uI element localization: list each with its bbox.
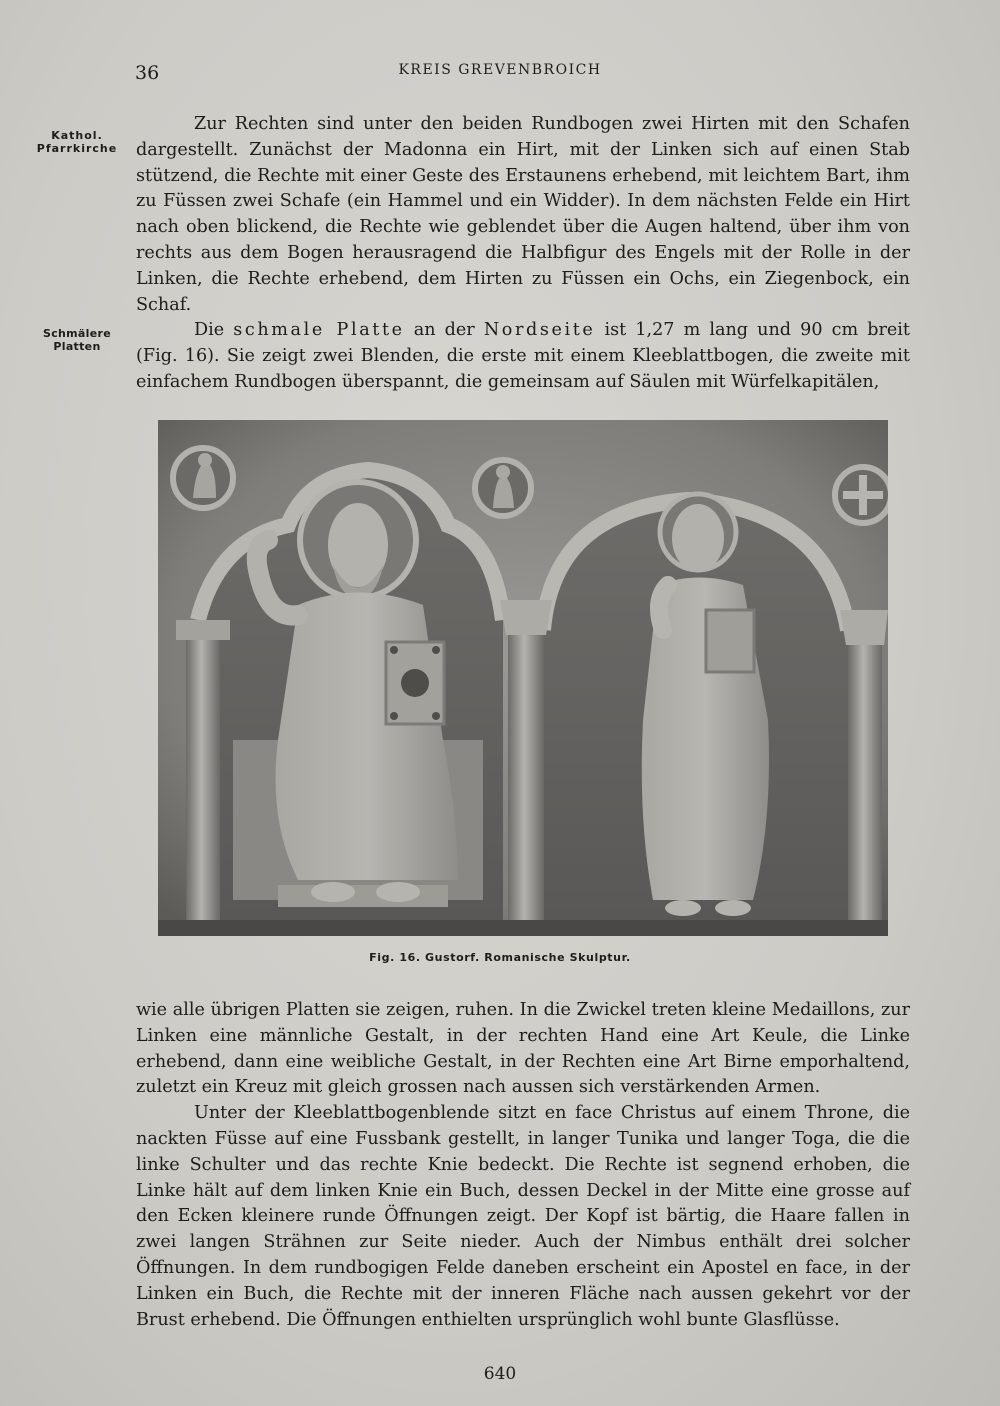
book-corner-opening-4 [432, 712, 440, 720]
christ-foot-right [376, 882, 420, 902]
emphasis-nordseite: Nordseite [483, 320, 596, 341]
relief-base [158, 920, 888, 936]
book-corner-opening-1 [390, 646, 398, 654]
running-head: KREIS GREVENBROICH [398, 62, 602, 78]
margin-note-plates [22, 327, 132, 353]
column-right [848, 640, 882, 925]
margin-note-plates-line-2: Platten [53, 340, 101, 353]
margin-note-church [22, 129, 132, 155]
capital-right [840, 610, 888, 645]
paragraph-north-plate [136, 318, 910, 395]
relief-photo [158, 420, 888, 936]
capital-center [500, 600, 552, 635]
margin-note-church-line-1: Kathol. [51, 129, 103, 142]
apostle-foot-right [715, 900, 751, 916]
figure-romanesque-relief [158, 420, 888, 936]
paragraph-medallions: wie alle übrigen Platten sie zeigen, ruhen. In die Zwickel treten kleine Medaillons, zur Linken eine männliche Gestalt, in der rechten Hand eine Art Keule, die Linke erhebend, dann eine weibliche Gestalt, in der Rechten eine Art Birne emporhaltend, zuletzt ein Kreuz mit gleich grossen nach aussen sich verstärkenden Armen. [136, 1000, 910, 1098]
medallion-female-figure-head [496, 465, 510, 479]
paragraph-shepherds: Zur Rechten sind unter den beiden Rundbogen zwei Hirten mit den Schafen dargestellt. Zunächst der Madonna ein Hirt, mit der Linken sich auf einen Stab stützend, die Rechte mit einer Geste des Erstaunens erhebend, mit leichtem Bart, ihm zu Füssen zwei Schafe (ein Hammel und ein Widder). In dem nächsten Felde ein Hirt nach oben blickend, die Rechte wie geblendet über die Augen haltend, über ihm von rechts aus dem Bogen herausragend die Halbfigur des Engels mit der Rolle in der Linken, die Rechte erhebend, dem Hirten zu Füssen ein Ochs, ein Ziegenbock, ein Schaf. [136, 114, 910, 315]
book-center-opening [401, 669, 429, 697]
paragraph-north-plate-rest: ist 1,27 m lang und 90 cm breit (Fig. 16). Sie zeigt zwei Blenden, die erste mit einem Kleeblattbogen, die zweite mit einfachem Rundbogen überspannt, die gemeinsam auf Säulen mit Würfelkapitälen, [136, 320, 910, 392]
body-text-top [136, 112, 910, 396]
page-number: 36 [135, 62, 160, 84]
footstool [278, 885, 448, 907]
column-center [508, 630, 544, 925]
margin-note-plates-line-1: Schmälere [43, 327, 111, 340]
paragraph-christ-and-apostle: Unter der Kleeblattbogenblende sitzt en face Christus auf einem Throne, die nackten Füsse auf eine Fussbank gestellt, in langer Tunika und langer Toga, die die linke Schulter und das rechte Knie bedeckt. Die Rechte ist segnend erhoben, die Linke hält auf dem linken Knie ein Buch, dessen Deckel in der Mitte eine grosse auf den Ecken kleinere runde Öffnungen zeigt. Der Kopf ist bärtig, die Haare fallen in zwei langen Strähnen zur Seite nieder. Auch der Nimbus enthält drei solcher Öffnungen. In dem rundbogigen Felde daneben erscheint ein Apostel en face, in der Linken ein Buch, die Rechte mit der inneren Fläche nach aussen gekehrt vor der Brust erhebend. Die Öffnungen enthielten ursprünglich wohl bunte Glasflüsse. [136, 1103, 910, 1330]
book-corner-opening-2 [432, 646, 440, 654]
figure-caption: Fig. 16. Gustorf. Romanische Skulptur. [369, 951, 631, 964]
paragraph-north-plate-mid: an der [404, 320, 484, 341]
body-text-bottom [136, 998, 910, 1333]
apostle-head [672, 504, 724, 572]
apostle-book [706, 610, 754, 672]
medallion-male-figure-head [198, 453, 212, 467]
emphasis-schmale-platte: schmale Platte [233, 320, 405, 341]
book-corner-opening-3 [390, 712, 398, 720]
apostle-foot-left [665, 900, 701, 916]
christ-foot-left [311, 882, 355, 902]
sheet-number: 640 [483, 1364, 517, 1384]
capital-left [176, 620, 230, 640]
column-left [186, 635, 220, 925]
margin-note-church-line-2: Pfarrkirche [36, 142, 118, 155]
apostle-raised-hand [659, 585, 668, 630]
paragraph-north-plate-start: Die [194, 320, 234, 341]
